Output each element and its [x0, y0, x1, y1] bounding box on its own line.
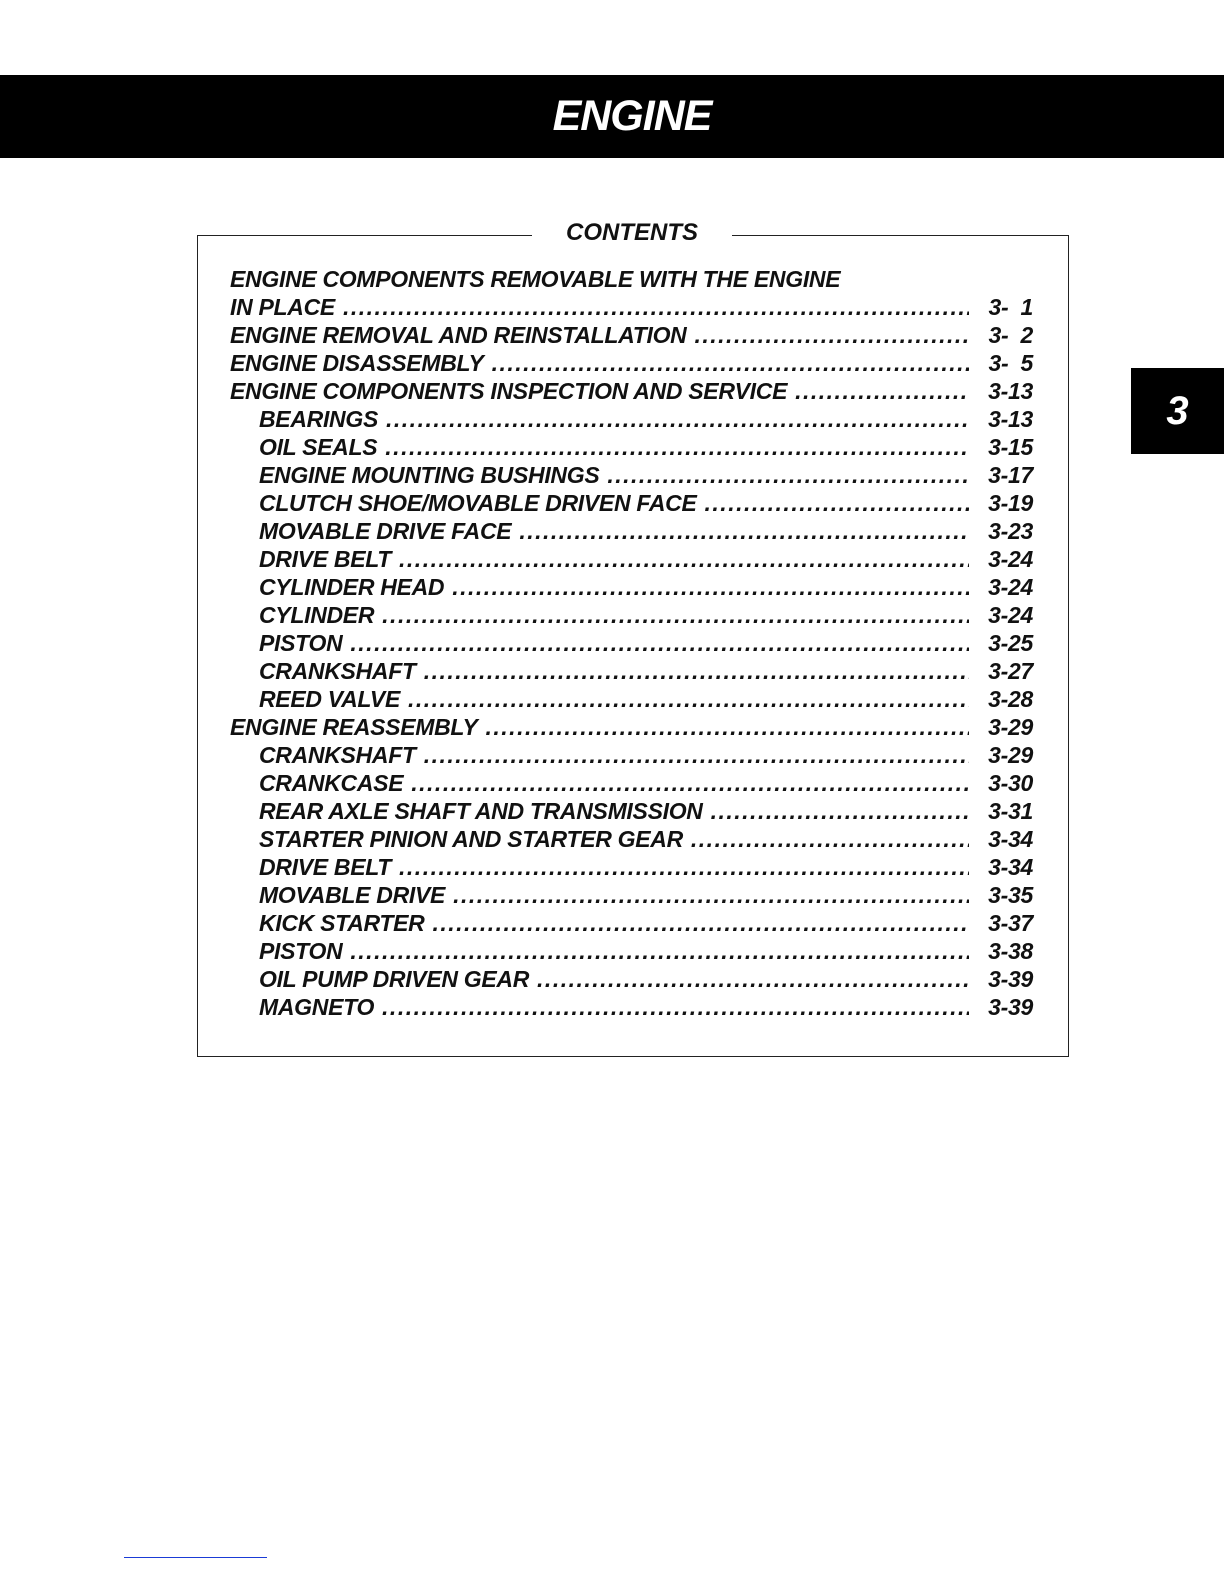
toc-leader-dots	[382, 994, 969, 1021]
toc-entry-page: 3-37	[988, 910, 1033, 936]
chapter-title-band	[0, 75, 1224, 158]
toc-entry-page: 3-35	[988, 882, 1033, 908]
toc-entry-page: 3-19	[988, 490, 1033, 516]
toc-entry[interactable]	[230, 714, 1033, 742]
toc-entry-page: 3-29	[988, 742, 1033, 768]
toc-leader-dots	[424, 742, 969, 769]
toc-entry[interactable]	[230, 350, 1033, 378]
toc-entry[interactable]	[230, 518, 1033, 546]
toc-entry-text: OIL SEALS	[259, 434, 378, 460]
toc-leader-dots	[385, 434, 969, 461]
contents-heading: CONTENTS	[532, 213, 732, 253]
toc-entry-text: ENGINE REMOVAL AND REINSTALLATION	[230, 322, 687, 348]
toc-entry-text: ENGINE COMPONENTS REMOVABLE WITH THE ENGINE	[230, 266, 841, 292]
toc-entry-page: 3-38	[988, 938, 1033, 964]
toc-entry[interactable]	[230, 434, 1033, 462]
toc-leader-dots	[519, 518, 969, 545]
toc-entry-text: DRIVE BELT	[259, 546, 392, 572]
toc-entry-page: 3-29	[988, 714, 1033, 740]
toc-entry[interactable]	[230, 406, 1033, 434]
toc-leader-dots	[411, 770, 969, 797]
toc-entry[interactable]	[230, 658, 1033, 686]
toc-leader-dots	[350, 938, 969, 965]
toc-entry[interactable]	[230, 322, 1033, 350]
toc-entry-page: 3-34	[988, 826, 1033, 852]
toc-entry-text: KICK STARTER	[259, 910, 425, 936]
toc-entry-page: 3-25	[988, 630, 1033, 656]
toc-entry[interactable]	[230, 462, 1033, 490]
toc-entry[interactable]	[230, 686, 1033, 714]
toc-entry-page: 3-17	[988, 462, 1033, 488]
toc-entry[interactable]	[230, 574, 1033, 602]
toc-entry-text: ENGINE MOUNTING BUSHINGS	[259, 462, 600, 488]
toc-entry-text: CRANKSHAFT	[259, 658, 416, 684]
toc-entry-page: 3- 1	[988, 294, 1033, 320]
toc-leader-dots	[492, 350, 969, 377]
toc-entry-page: 3-24	[988, 602, 1033, 628]
table-of-contents	[230, 266, 1033, 1022]
toc-leader-dots	[711, 798, 969, 825]
toc-entry[interactable]	[230, 378, 1033, 406]
toc-entry-page: 3-27	[988, 658, 1033, 684]
toc-entry-text: MAGNETO	[259, 994, 375, 1020]
chapter-title: ENGINE	[552, 92, 712, 140]
toc-leader-dots	[607, 462, 969, 489]
toc-leader-dots	[795, 378, 969, 405]
toc-entry-text: MOVABLE DRIVE FACE	[259, 518, 512, 544]
toc-entry-page: 3-34	[988, 854, 1033, 880]
toc-leader-dots	[399, 546, 969, 573]
toc-entry-page: 3- 2	[988, 322, 1033, 348]
toc-entry-text: PISTON	[259, 938, 343, 964]
toc-entry-page: 3-28	[988, 686, 1033, 712]
toc-entry[interactable]	[230, 630, 1033, 658]
toc-entry[interactable]	[230, 826, 1033, 854]
toc-entry-text: DRIVE BELT	[259, 854, 392, 880]
toc-leader-dots	[399, 854, 969, 881]
toc-entry-text: ENGINE REASSEMBLY	[230, 714, 478, 740]
chapter-tab	[1131, 368, 1224, 454]
toc-leader-dots	[691, 826, 969, 853]
toc-leader-dots	[486, 714, 969, 741]
toc-entry-text: CLUTCH SHOE/MOVABLE DRIVEN FACE	[259, 490, 697, 516]
toc-entry[interactable]	[230, 602, 1033, 630]
toc-entry-page: 3-24	[988, 574, 1033, 600]
toc-entry[interactable]	[230, 938, 1033, 966]
toc-leader-dots	[537, 966, 969, 993]
toc-entry-text: CRANKCASE	[259, 770, 404, 796]
toc-entry[interactable]	[230, 882, 1033, 910]
toc-entry-page: 3-24	[988, 546, 1033, 572]
toc-entry[interactable]	[230, 798, 1033, 826]
toc-leader-dots	[705, 490, 969, 517]
toc-entry-page: 3-13	[988, 378, 1033, 404]
toc-leader-dots	[386, 406, 969, 433]
toc-leader-dots	[382, 602, 969, 629]
toc-entry[interactable]	[230, 294, 1033, 322]
toc-leader-dots	[452, 574, 969, 601]
toc-entry-page: 3- 5	[988, 350, 1033, 376]
toc-entry-text: PISTON	[259, 630, 343, 656]
toc-entry-text: REAR AXLE SHAFT AND TRANSMISSION	[259, 798, 703, 824]
toc-leader-dots	[350, 630, 969, 657]
toc-entry-page: 3-31	[988, 798, 1033, 824]
toc-entry-text: ENGINE COMPONENTS INSPECTION AND SERVICE	[230, 378, 788, 404]
toc-entry[interactable]	[230, 490, 1033, 518]
toc-entry-page: 3-39	[988, 966, 1033, 992]
chapter-tab-number: 3	[1166, 388, 1189, 433]
toc-entry-text: IN PLACE	[230, 294, 335, 320]
toc-leader-dots	[408, 686, 969, 713]
toc-entry[interactable]	[230, 770, 1033, 798]
toc-entry-text: STARTER PINION AND STARTER GEAR	[259, 826, 683, 852]
toc-leader-dots	[343, 294, 969, 321]
toc-entry-text: BEARINGS	[259, 406, 379, 432]
toc-leader-dots	[433, 910, 970, 937]
toc-entry[interactable]	[230, 994, 1033, 1022]
toc-entry-page: 3-15	[988, 434, 1033, 460]
toc-entry-text: CYLINDER	[259, 602, 375, 628]
toc-entry[interactable]	[230, 854, 1033, 882]
toc-entry-page: 3-23	[988, 518, 1033, 544]
toc-entry-page: 3-39	[988, 994, 1033, 1020]
toc-entry-text: CRANKSHAFT	[259, 742, 416, 768]
toc-entry[interactable]	[230, 910, 1033, 938]
toc-entry-text: ENGINE DISASSEMBLY	[230, 350, 484, 376]
toc-leader-dots	[424, 658, 969, 685]
toc-leader-dots	[695, 322, 970, 349]
toc-entry-heading-line	[230, 266, 1033, 294]
toc-entry[interactable]	[230, 966, 1033, 994]
toc-entry-text: CYLINDER HEAD	[259, 574, 445, 600]
toc-entry[interactable]	[230, 546, 1033, 574]
toc-entry-text: REED VALVE	[259, 686, 400, 712]
toc-entry[interactable]	[230, 742, 1033, 770]
footer-rule	[124, 1557, 267, 1558]
toc-entry-text: OIL PUMP DRIVEN GEAR	[259, 966, 530, 992]
toc-entry-page: 3-30	[988, 770, 1033, 796]
toc-leader-dots	[453, 882, 969, 909]
toc-entry-text: MOVABLE DRIVE	[259, 882, 446, 908]
toc-entry-page: 3-13	[988, 406, 1033, 432]
